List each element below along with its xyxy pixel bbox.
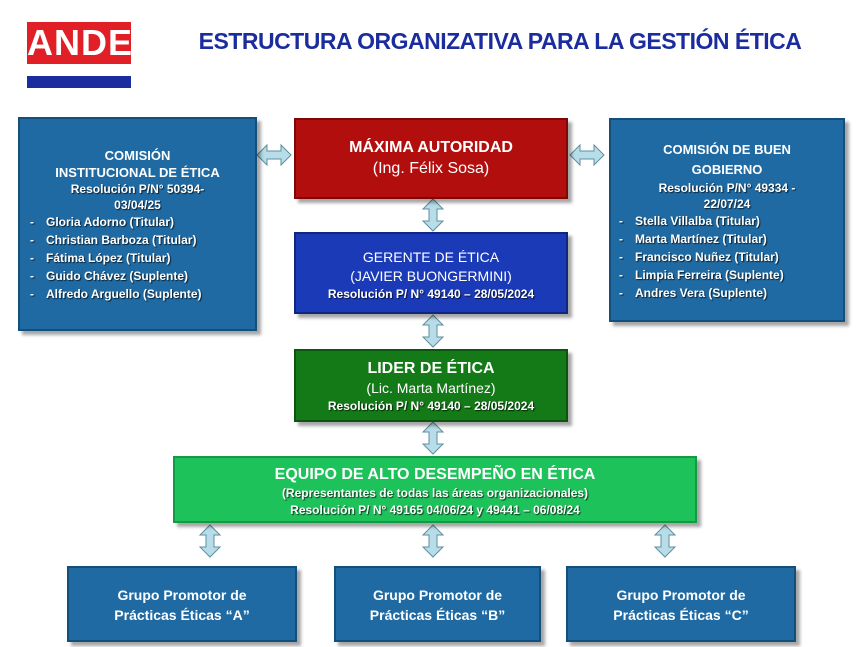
maxima-title: MÁXIMA AUTORIDAD	[349, 139, 513, 156]
equipo-title: EQUIPO DE ALTO DESEMPEÑO EN ÉTICA	[274, 466, 596, 483]
member-item: - Alfredo Arguello (Suplente)	[30, 285, 255, 303]
comision-gobierno-res1: Resolución P/N° 49334 -	[658, 181, 796, 195]
grupo-c-line2: Prácticas Éticas “C”	[613, 607, 749, 623]
lider-name: (Lic. Marta Martínez)	[366, 380, 496, 396]
member-item: - Francisco Nuñez (Titular)	[619, 248, 843, 266]
grupo-a-line1: Grupo Promotor de	[117, 587, 247, 603]
arrow-maxima-comision-gobierno	[570, 145, 604, 165]
comision-etica-members	[30, 213, 255, 303]
arrow-comision-etica-maxima	[257, 145, 291, 165]
member-item: - Stella Villalba (Titular)	[619, 212, 843, 230]
comision-etica-title2: INSTITUCIONAL DE ÉTICA	[55, 165, 220, 180]
comision-gobierno-box	[609, 118, 845, 322]
arrow-gerente-lider	[423, 315, 443, 347]
equipo-res: Resolución P/ N° 49165 04/06/24 y 49441 – 06/08/24	[290, 503, 580, 517]
member-item: - Fátima López (Titular)	[30, 249, 255, 267]
member-item: - Andres Vera (Suplente)	[619, 284, 843, 302]
comision-etica-res1: Resolución P/N° 50394-	[70, 182, 205, 196]
ande-logo: ANDE	[27, 22, 134, 63]
arrow-lider-equipo	[423, 422, 443, 454]
equipo-alto-desempeno-box	[173, 456, 697, 523]
gerente-etica-box	[294, 232, 568, 314]
grupo-c-line1: Grupo Promotor de	[616, 587, 746, 603]
arrow-equipo-grupo-c	[655, 525, 675, 557]
arrow-maxima-gerente	[423, 199, 443, 231]
grupo-a-line2: Prácticas Éticas “A”	[114, 607, 250, 623]
comision-gobierno-members	[619, 212, 843, 302]
comision-etica-title1: COMISIÓN	[104, 148, 171, 163]
grupo-promotor-c-box	[566, 566, 796, 642]
maxima-autoridad-box	[294, 118, 568, 199]
member-item: - Guido Chávez (Suplente)	[30, 267, 255, 285]
gerente-name: (JAVIER BUONGERMINI)	[350, 268, 512, 284]
arrow-equipo-grupo-a	[200, 525, 220, 557]
gerente-res: Resolución P/ N° 49140 – 28/05/2024	[327, 287, 535, 301]
member-item: - Marta Martínez (Titular)	[619, 230, 843, 248]
lider-res: Resolución P/ N° 49140 – 28/05/2024	[327, 399, 535, 413]
grupo-b-line2: Prácticas Éticas “B”	[369, 607, 506, 623]
lider-etica-box	[294, 349, 568, 422]
comision-etica-box	[18, 117, 257, 331]
equipo-sub: (Representantes de todas las áreas organizacionales)	[281, 486, 589, 500]
member-item: - Gloria Adorno (Titular)	[30, 213, 255, 231]
grupo-b-line1: Grupo Promotor de	[372, 587, 503, 603]
member-item: - Limpia Ferreira (Suplente)	[619, 266, 843, 284]
comision-gobierno-title2: GOBIERNO	[691, 162, 763, 177]
member-item: - Christian Barboza (Titular)	[30, 231, 255, 249]
grupo-promotor-b-box	[334, 566, 541, 642]
comision-etica-res2: 03/04/25	[114, 198, 161, 212]
maxima-name: (Ing. Félix Sosa)	[372, 160, 490, 177]
arrow-equipo-grupo-b	[423, 525, 443, 557]
comision-gobierno-title1: COMISIÓN DE BUEN	[663, 142, 791, 157]
page-title: ESTRUCTURA ORGANIZATIVA PARA LA GESTIÓN ÉTICA	[198, 28, 802, 54]
grupo-promotor-a-box	[67, 566, 297, 642]
lider-title: LIDER DE ÉTICA	[367, 360, 495, 377]
gerente-title: GERENTE DE ÉTICA	[362, 249, 500, 265]
comision-gobierno-res2: 22/07/24	[703, 197, 751, 211]
